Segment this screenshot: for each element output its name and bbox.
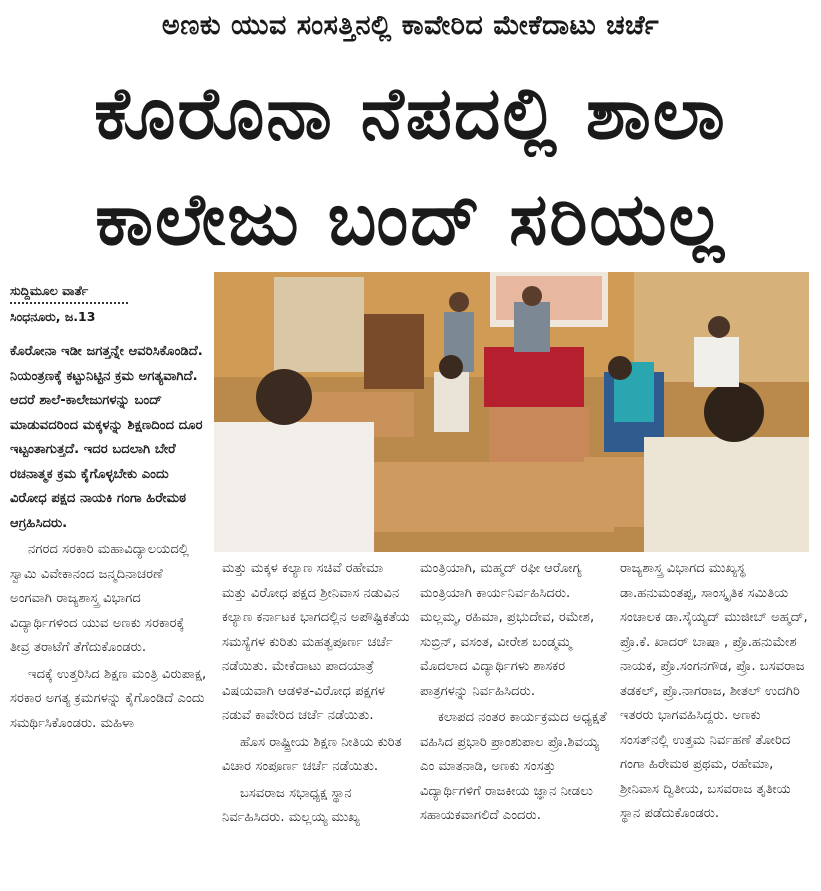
byline xyxy=(10,282,210,326)
headline-line-2: ಕಾಲೇಜು ಬಂದ್ ಸರಿಯಲ್ಲ xyxy=(95,177,726,261)
column-1 xyxy=(10,340,208,736)
dateline: ಸಿಂಧನೂರು, ಜ.13 xyxy=(10,309,96,324)
kicker: ಅಣಕು ಯುವ ಸಂಸತ್ತಿನಲ್ಲಿ ಕಾವೇರಿದ ಮೇಕೆದಾಟು ಚರ್ಚೆ xyxy=(161,10,660,41)
event-photo xyxy=(214,272,809,552)
column-2 xyxy=(222,557,412,831)
paragraph: ಹೊಸ ರಾಷ್ಟ್ರೀಯ ಶಿಕ್ಷಣ ನೀತಿಯ ಕುರಿತ ವಿಚಾರ ಸಂಪೂರ್ಣ ಚರ್ಚೆ ನಡೆಯಿತು. xyxy=(222,734,402,774)
headline-line-1: ಕೊರೊನಾ ನೆಪದಲ್ಲಿ ಶಾಲಾ xyxy=(94,71,727,155)
column-4 xyxy=(620,557,810,827)
mock-parliament-scene xyxy=(214,272,809,552)
paragraph: ಬಸವರಾಜ ಸಭಾಧ್ಯಕ್ಷ ಸ್ಥಾನ ನಿರ್ವಹಿಸಿದರು. ಮಲ್ಲಯ್ಯ ಮುಖ್ಯ xyxy=(222,785,360,825)
paragraph: ಮಂತ್ರಿಯಾಗಿ, ಮಹ್ಮದ್ ರಫೀ ಆರೋಗ್ಯ ಮಂತ್ರಿಯಾಗಿ ಕಾರ್ಯನಿರ್ವಹಿಸಿದರು. ಮಲ್ಲಮ್ಮ, ರಹಿಮಾ, ಪ್ರಭುದೇವ, ರಮೇಶ, ಸುಬ್ರಿನ್, ವಸಂತ, ವೀರೇಶ ಬಂಡ್ಮಮ್ಮ ಮೊದಲಾದ ವಿದ್ಯಾರ್ಥಿಗಳು ಶಾಸಕರ ಪಾತ್ರಗಳನ್ನು ನಿರ್ವಹಿಸಿದರು. xyxy=(420,561,595,699)
source-label: ಸುದ್ದಿಮೂಲ ವಾರ್ತೆ xyxy=(10,283,89,298)
byline-rule xyxy=(10,302,128,304)
paragraph: ಮತ್ತು ಮಕ್ಕಳ ಕಲ್ಯಾಣ ಸಚಿವೆ ರಹೇಮಾ ಮತ್ತು ವಿರೋಧ ಪಕ್ಷದ ಶ್ರೀನಿವಾಸ ನಡುವಿನ ಕಲ್ಯಾಣ ಕರ್ನಾಟಕ ಭಾಗದಲ್ಲಿನ ಅಪೌಷ್ಟಿಕತೆಯ ಸಮಸ್ಯೆಗಳ ಕುರಿತು ಮಹತ್ವಪೂರ್ಣ ಚರ್ಚೆ ನಡೆಯಿತು. ಮೇಕೆದಾಟು ಪಾದಯಾತ್ರೆ ವಿಷಯವಾಗಿ ಆಡಳಿತ-ವಿರೋಧ ಪಕ್ಷಗಳ ನಡುವೆ ಕಾವೇರಿದ ಚರ್ಚೆ ನಡೆಯಿತು. xyxy=(222,561,410,723)
paragraph: ಇದಕ್ಕೆ ಉತ್ತರಿಸಿದ ಶಿಕ್ಷಣ ಮಂತ್ರಿ ವಿರುಪಾಕ್ಷ, ಸರಕಾರ ಅಗತ್ಯ ಕ್ರಮಗಳನ್ನು ಕೈಗೊಂಡಿದೆ ಎಂದು ಸಮರ್ಥಿಸಿಕೊಂಡರು. ಮಹಿಳಾ xyxy=(10,666,207,731)
paragraph: ನಗರದ ಸರಕಾರಿ ಮಹಾವಿದ್ಯಾಲಯದಲ್ಲಿ ಸ್ವಾಮಿ ವಿವೇಕಾನಂದ ಜನ್ಮದಿನಾಚರಣೆ ಅಂಗವಾಗಿ ರಾಜ್ಯಶಾಸ್ತ್ರ ವಿಭಾಗದ ವಿದ್ಯಾರ್ಥಿಗಳಿಂದ ಯುವ ಅಣಕು ಸರಕಾರಕ್ಕೆ ತೀವ್ರ ತರಾಟೆಗೆ ತೆಗೆದುಕೊಂಡರು. xyxy=(10,542,189,655)
paragraph: ಕಲಾಪದ ನಂತರ ಕಾರ್ಯಕ್ರಮದ ಅಧ್ಯಕ್ಷತೆ ವಹಿಸಿದ ಪ್ರಭಾರಿ ಪ್ರಾಂಶುಪಾಲ ಪ್ರೊ.ಶಿವಯ್ಯ ಎಂ ಮಾತನಾಡಿ, ಅಣಕು ಸಂಸತ್ತು ವಿದ್ಯಾರ್ಥಿಗಳಿಗೆ ರಾಜಕೀಯ ಜ್ಞಾನ ನೀಡಲು ಸಹಾಯಕವಾಗಲಿದೆ ಎಂದರು. xyxy=(420,710,607,823)
paragraph: ರಾಜ್ಯಶಾಸ್ತ್ರ ವಿಭಾಗದ ಮುಖ್ಯಸ್ಥ ಡಾ.ಹನುಮಂತಪ್ಪ, ಸಾಂಸ್ಕೃತಿಕ ಸಮಿತಿಯ ಸಂಚಾಲಕ ಡಾ.ಸೈಯ್ಯದ್ ಮುಜೀಬ್ ಅಹ್ಮದ್, ಪ್ರೊ.ಕೆ. ಖಾದರ್ ಬಾಷಾ , ಪ್ರೊ.ಹನುಮೇಶ ನಾಯಕ, ಪ್ರೊ.ಸಂಗನಗೌಡ, ಪ್ರೊ. ಬಸವರಾಜ ತಡಕಲ್, ಪ್ರೊ.ನಾಗರಾಜ, ಶೀತಲ್ ಉದಗಿರಿ ಇತರರು ಭಾಗವಹಿಸಿದ್ದರು. ಅಣಕು ಸಂಸತ್‌ನಲ್ಲಿ ಉತ್ತಮ ನಿರ್ವಹಣೆ ತೋರಿದ ಗಂಗಾ ಹಿರೇಮಠ ಪ್ರಥಮ, ರಹೇಮಾ, ಶ್ರೀನಿವಾಸ ದ್ವಿತೀಯ, ಬಸವರಾಜ ತೃತೀಯ ಸ್ಥಾನ ಪಡೆದುಕೊಂಡರು. xyxy=(620,561,808,821)
lead-paragraph: ಕೊರೋನಾ ಇಡೀ ಜಗತ್ತನ್ನೇ ಆವರಿಸಿಕೊಂಡಿದೆ. ನಿಯಂತ್ರಣಕ್ಕೆ ಕಟ್ಟುನಿಟ್ಟಿನ ಕ್ರಮ ಅಗತ್ಯವಾಗಿದೆ. ಆದರೆ ಶಾಲೆ-ಕಾಲೇಜುಗಳನ್ನು ಬಂದ್ ಮಾಡುವದರಿಂದ ಮಕ್ಕಳನ್ನು ಶಿಕ್ಷಣದಿಂದ ದೂರ ಇಟ್ಟಂತಾಗುತ್ತದೆ. ಇದರ ಬದಲಾಗಿ ಬೇರೆ ರಚನಾತ್ಮಕ ಕ್ರಮ ಕೈಗೊಳ್ಳಬೇಕು ಎಂದು ವಿರೋಧ ಪಕ್ಷದ ನಾಯಕಿ ಗಂಗಾ ಹಿರೇಮಠ ಆಗ್ರಹಿಸಿದರು. xyxy=(10,344,203,531)
column-3 xyxy=(420,557,610,829)
